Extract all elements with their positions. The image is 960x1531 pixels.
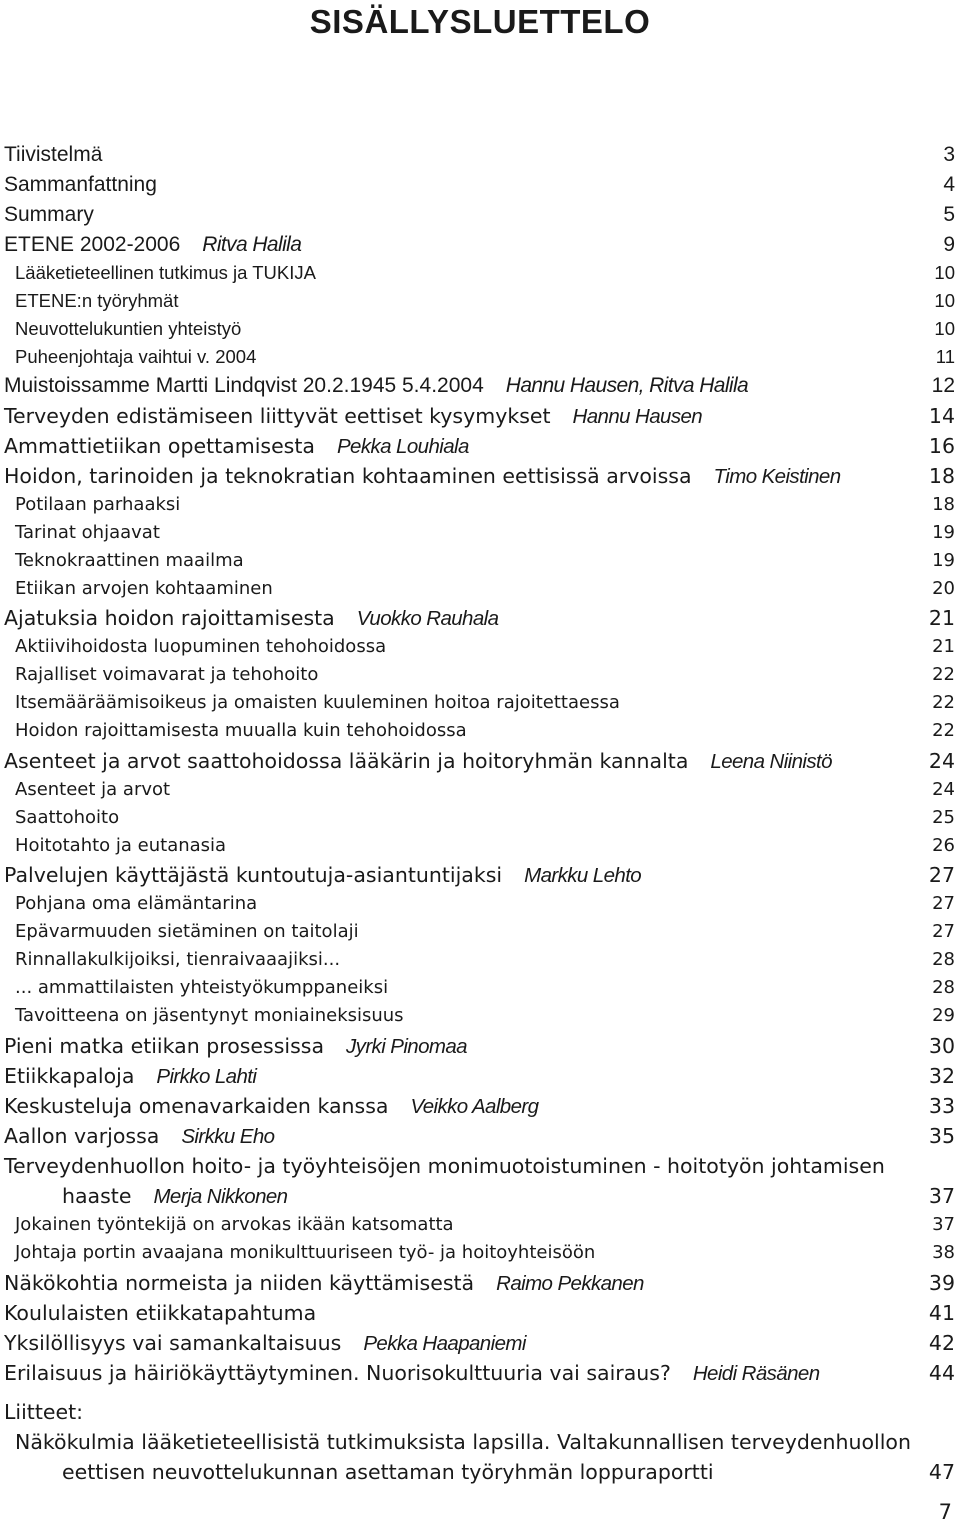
- toc-entry-author: Heidi Räsänen: [692, 1362, 820, 1385]
- toc-entry-title-wrap: [15, 692, 620, 713]
- toc-entry-author: Hannu Hausen: [572, 405, 703, 428]
- toc-entry-title: Tavoitteena on jäsentynyt moniaineksisuus: [15, 1005, 404, 1026]
- toc-entry: [0, 173, 960, 203]
- toc-entry-title: Terveydenhuollon hoito- ja työyhteisöjen monimuotoistuminen - hoitotyön johtamisen: [4, 1154, 885, 1178]
- toc-entry-page: 3: [943, 143, 955, 166]
- toc-entry: [0, 1331, 960, 1361]
- toc-entry-title: ETENE 2002-2006: [4, 233, 181, 256]
- toc-entry-title-wrap: [4, 173, 157, 197]
- toc-entry: [0, 606, 960, 636]
- toc-entry-author: Timo Keistinen: [713, 465, 841, 488]
- toc-entry: [0, 1034, 960, 1064]
- toc-entry: [0, 522, 960, 552]
- toc-entry-title-wrap: [15, 664, 318, 685]
- toc-entry-title-wrap: [4, 1034, 467, 1059]
- toc-entry-title-wrap: [4, 606, 498, 631]
- toc-entry-title: Epävarmuuden sietäminen on taitolaji: [15, 921, 359, 942]
- toc-entry-title-wrap: [4, 1331, 526, 1356]
- toc-entry-title-wrap: [15, 779, 170, 800]
- toc-entry-page: 19: [932, 550, 955, 571]
- toc-entry-title-wrap: [4, 1124, 274, 1149]
- toc-entry-title: Hoitotahto ja eutanasia: [15, 835, 227, 856]
- toc-entry-title-wrap: [4, 1064, 256, 1089]
- toc-entry-title: Liitteet:: [4, 1400, 84, 1424]
- toc-entry-title-wrap: [4, 374, 748, 398]
- toc-entry-page: 38: [932, 1242, 955, 1263]
- toc-entry-author: Sirkku Eho: [181, 1125, 275, 1148]
- toc-entry: [0, 1460, 960, 1490]
- toc-entry-title: Summary: [4, 203, 94, 226]
- toc-entry: [0, 779, 960, 809]
- toc-entry: [0, 1430, 960, 1460]
- toc-entry: [0, 290, 960, 320]
- toc-entry: [0, 1124, 960, 1154]
- toc-entry-title-wrap: [4, 464, 841, 489]
- toc-entry-page: 22: [932, 664, 955, 685]
- toc-entry-title: Jokainen työntekijä on arvokas ikään katsomatta: [15, 1214, 454, 1235]
- toc-entry-title: Asenteet ja arvot: [15, 779, 171, 800]
- toc-entry-page: 21: [928, 606, 955, 630]
- toc-entry: [0, 374, 960, 404]
- toc-entry-title: Lääketieteellinen tutkimus ja TUKIJA: [15, 262, 316, 283]
- toc-entry-page: 28: [932, 949, 955, 970]
- toc-entry-title: Saattohoito: [15, 807, 120, 828]
- toc-entry-title: Terveyden edistämiseen liittyvät eettiset kysymykset: [4, 404, 551, 428]
- toc-entry-title-wrap: [15, 262, 316, 284]
- toc-entry-title-wrap: [15, 893, 257, 914]
- toc-entry-page: 11: [935, 346, 955, 367]
- toc-entry-author: Hannu Hausen, Ritva Halila: [505, 374, 749, 397]
- toc-entry: [0, 1301, 960, 1331]
- toc-entry-title-wrap: [4, 1271, 644, 1296]
- toc-entry-page: 33: [928, 1094, 955, 1118]
- toc-entry-page: 19: [932, 522, 955, 543]
- toc-entry-title-wrap: [4, 1361, 820, 1386]
- toc-entry-author: Ritva Halila: [202, 233, 302, 256]
- toc-entry: [0, 578, 960, 608]
- toc-entry-title-wrap: [4, 143, 102, 167]
- toc-entry-title: Hoidon, tarinoiden ja teknokratian kohtaaminen eettisissä arvoissa: [4, 464, 692, 488]
- toc-entry-title-wrap: [4, 749, 832, 774]
- toc-entry-title: Muistoissamme Martti Lindqvist 20.2.1945 5.4.2004: [4, 374, 484, 397]
- toc-entry-page: 41: [928, 1301, 955, 1325]
- toc-entry-title-wrap: [15, 807, 119, 828]
- toc-entry-title: eettisen neuvottelukunnan asettaman työryhmän loppuraportti: [62, 1460, 714, 1484]
- toc-entry-title-wrap: [4, 233, 301, 257]
- toc-entry-page: 30: [928, 1034, 955, 1058]
- toc-entry: [0, 1064, 960, 1094]
- toc-entry-page: 39: [928, 1271, 955, 1295]
- toc-entry-author: Pekka Haapaniemi: [363, 1332, 526, 1355]
- toc-entry-title: Neuvottelukuntien yhteistyö: [15, 318, 242, 339]
- toc-entry-title: Sammanfattning: [4, 173, 157, 196]
- toc-entry-page: 37: [932, 1214, 955, 1235]
- toc-entry-title-wrap: [15, 921, 359, 942]
- toc-entry-title-wrap: [4, 1301, 316, 1325]
- toc-entry-title: Pieni matka etiikan prosessissa: [4, 1034, 325, 1058]
- toc-entry-page: 18: [932, 494, 955, 515]
- toc-entry-page: 18: [928, 464, 955, 488]
- toc-entry-title: Aktiivihoidosta luopuminen tehohoidossa: [15, 636, 387, 657]
- toc-entry-title-wrap: [62, 1184, 287, 1209]
- toc-entry-title-wrap: [15, 522, 160, 543]
- toc-entry: [0, 1271, 960, 1301]
- toc-entry-page: 42: [928, 1331, 955, 1355]
- toc-entry-author: Merja Nikkonen: [153, 1185, 288, 1208]
- toc-entry-title-wrap: [15, 949, 340, 970]
- toc-entry: [0, 434, 960, 464]
- toc-entry-title-wrap: [15, 977, 388, 998]
- toc-entry-title-wrap: [15, 636, 386, 657]
- toc-entry: [0, 1361, 960, 1391]
- toc-entry-title-wrap: [15, 290, 178, 312]
- toc-entry: [0, 1400, 960, 1430]
- toc-entry-page: 22: [932, 720, 955, 741]
- toc-entry-title: Itsemääräämisoikeus ja omaisten kuuleminen hoitoa rajoitettaessa: [15, 692, 620, 713]
- toc-entry: [0, 636, 960, 666]
- toc-entry-title: Näkökohtia normeista ja niiden käyttämisestä: [4, 1271, 475, 1295]
- toc-entry-title-wrap: [15, 835, 226, 856]
- toc-entry-page: 9: [943, 233, 955, 256]
- toc-entry-title-wrap: [4, 863, 641, 888]
- toc-entry: [0, 346, 960, 376]
- toc-entry-page: 44: [928, 1361, 955, 1385]
- toc-entry-title-wrap: [15, 1214, 454, 1235]
- toc-entry-page: 29: [932, 1005, 955, 1026]
- toc-entry-title: Etiikan arvojen kohtaaminen: [15, 578, 273, 599]
- toc-entry-title: haaste: [62, 1184, 132, 1208]
- toc-entry: [0, 318, 960, 348]
- toc-entry-page: 27: [928, 863, 955, 887]
- toc-entry-title: Palvelujen käyttäjästä kuntoutuja-asiantuntijaksi: [4, 863, 503, 887]
- toc-entry: [0, 233, 960, 263]
- toc-entry-title-wrap: [4, 434, 469, 459]
- toc-entry-page: 32: [928, 1064, 955, 1088]
- toc-entry-author: Jyrki Pinomaa: [346, 1035, 467, 1058]
- toc-entry: [0, 749, 960, 779]
- toc-entry-page: 14: [928, 404, 955, 428]
- toc-entry-author: Veikko Aalberg: [410, 1095, 539, 1118]
- toc-entry: [0, 1214, 960, 1244]
- toc-entry-page: 12: [931, 374, 955, 397]
- toc-entry: [0, 807, 960, 837]
- toc-entry-title-wrap: [15, 1430, 911, 1454]
- toc-entry-title-wrap: [4, 404, 702, 429]
- toc-entry-author: Leena Niinistö: [710, 750, 832, 773]
- toc-entry-title-wrap: [15, 318, 241, 340]
- toc-entry-title-wrap: [4, 1400, 83, 1424]
- toc-entry-title: Näkökulmia lääketieteellisistä tutkimuksista lapsilla. Valtakunnallisen terveydenhuollon: [15, 1430, 911, 1454]
- toc-entry-page: 28: [932, 977, 955, 998]
- toc-entry: [0, 1154, 960, 1184]
- toc-entry-title: Asenteet ja arvot saattohoidossa lääkärin ja hoitoryhmän kannalta: [4, 749, 689, 773]
- toc-entry: [0, 1005, 960, 1035]
- toc-entry-title: Erilaisuus ja häiriökäyttäytyminen. Nuorisokulttuuria vai sairaus?: [4, 1361, 671, 1385]
- toc-entry-page: 35: [928, 1124, 955, 1148]
- toc-entry-title: Tarinat ohjaavat: [15, 522, 160, 543]
- toc-entry-author: Vuokko Rauhala: [356, 607, 499, 630]
- toc-entry: [0, 949, 960, 979]
- toc-entry-author: Pirkko Lahti: [156, 1065, 257, 1088]
- toc-entry-page: 21: [932, 636, 955, 657]
- toc-entry-author: Pekka Louhiala: [336, 435, 469, 458]
- toc-entry-title-wrap: [15, 578, 273, 599]
- toc-entry-title-wrap: [15, 1005, 404, 1026]
- toc-entry-title: Hoidon rajoittamisesta muualla kuin tehohoidossa: [15, 720, 467, 741]
- toc-entry-page: 4: [943, 173, 955, 196]
- toc-entry-title: Pohjana oma elämäntarina: [15, 893, 258, 914]
- toc-entry: [0, 692, 960, 722]
- toc-entry: [0, 863, 960, 893]
- toc-entry: [0, 977, 960, 1007]
- toc-entry-author: Markku Lehto: [524, 864, 642, 887]
- toc-entry-title-wrap: [4, 1154, 885, 1178]
- toc-entry-title: Ajatuksia hoidon rajoittamisesta: [4, 606, 335, 630]
- page-number: 7: [938, 1500, 952, 1524]
- toc-entry-page: 20: [932, 578, 955, 599]
- toc-entry-title: Tiivistelmä: [4, 143, 103, 166]
- toc-entry-title: Aallon varjossa: [4, 1124, 160, 1148]
- page-title: SISÄLLYSLUETTELO: [309, 3, 651, 40]
- toc-entry: [0, 464, 960, 494]
- toc-entry-title-wrap: [62, 1460, 714, 1484]
- toc-entry: [0, 664, 960, 694]
- toc-entry-title: Keskusteluja omenavarkaiden kanssa: [4, 1094, 389, 1118]
- toc-entry-title-wrap: [15, 346, 256, 368]
- toc-entry-page: 22: [932, 692, 955, 713]
- toc-entry: [0, 550, 960, 580]
- toc-entry-page: 5: [943, 203, 955, 226]
- toc-entry-title-wrap: [15, 1242, 595, 1263]
- toc-entry-title: Johtaja portin avaajana monikulttuuriseen työ- ja hoitoyhteisöön: [15, 1242, 596, 1263]
- toc-entry-page: 24: [928, 749, 955, 773]
- toc-entry-title-wrap: [4, 203, 94, 227]
- toc-entry-author: Raimo Pekkanen: [496, 1272, 644, 1295]
- toc-entry-page: 25: [932, 807, 955, 828]
- toc-entry-page: 10: [934, 318, 955, 339]
- toc-entry-page: 24: [932, 779, 955, 800]
- toc-entry-page: 10: [934, 290, 955, 311]
- toc-entry: [0, 404, 960, 434]
- toc-entry-page: 37: [928, 1184, 955, 1208]
- toc-entry: [0, 921, 960, 951]
- toc-entry-title: Puheenjohtaja vaihtui v. 2004: [15, 346, 257, 367]
- toc-entry-title-wrap: [15, 550, 244, 571]
- toc-entry-page: 27: [932, 921, 955, 942]
- toc-entry: [0, 143, 960, 173]
- toc-entry: [0, 494, 960, 524]
- toc-entry-title: ... ammattilaisten yhteistyökumppaneiksi: [15, 977, 389, 998]
- toc-entry-title-wrap: [4, 1094, 538, 1119]
- toc-entry-title: Etiikkapaloja: [4, 1064, 135, 1088]
- toc-entry-title: Ammattietiikan opettamisesta: [4, 434, 315, 458]
- toc-entry-title: Teknokraattinen maailma: [15, 550, 244, 571]
- toc-entry-page: 16: [928, 434, 955, 458]
- toc-entry-page: 47: [928, 1460, 955, 1484]
- toc-entry-title: Koululaisten etiikkatapahtuma: [4, 1301, 317, 1325]
- toc-entry: [0, 1094, 960, 1124]
- toc-entry-page: 26: [932, 835, 955, 856]
- toc-entry: [0, 262, 960, 292]
- toc-entry-title-wrap: [15, 494, 180, 515]
- toc-entry-title: Rajalliset voimavarat ja tehohoito: [15, 664, 319, 685]
- toc-entry-title: Potilaan parhaaksi: [15, 494, 181, 515]
- toc-entry-title: Rinnallakulkijoiksi, tienraivaaajiksi...: [15, 949, 341, 970]
- toc-entry: [0, 893, 960, 923]
- toc-entry-title: ETENE:n työryhmät: [15, 290, 179, 311]
- toc-entry: [0, 1242, 960, 1272]
- toc-entry-title: Yksilöllisyys vai samankaltaisuus: [4, 1331, 342, 1355]
- toc-entry-page: 27: [932, 893, 955, 914]
- toc-entry: [0, 1184, 960, 1214]
- toc-entry: [0, 720, 960, 750]
- toc-entry: [0, 203, 960, 233]
- toc-entry-title-wrap: [15, 720, 467, 741]
- toc-entry-page: 10: [934, 262, 955, 283]
- toc-entry: [0, 835, 960, 865]
